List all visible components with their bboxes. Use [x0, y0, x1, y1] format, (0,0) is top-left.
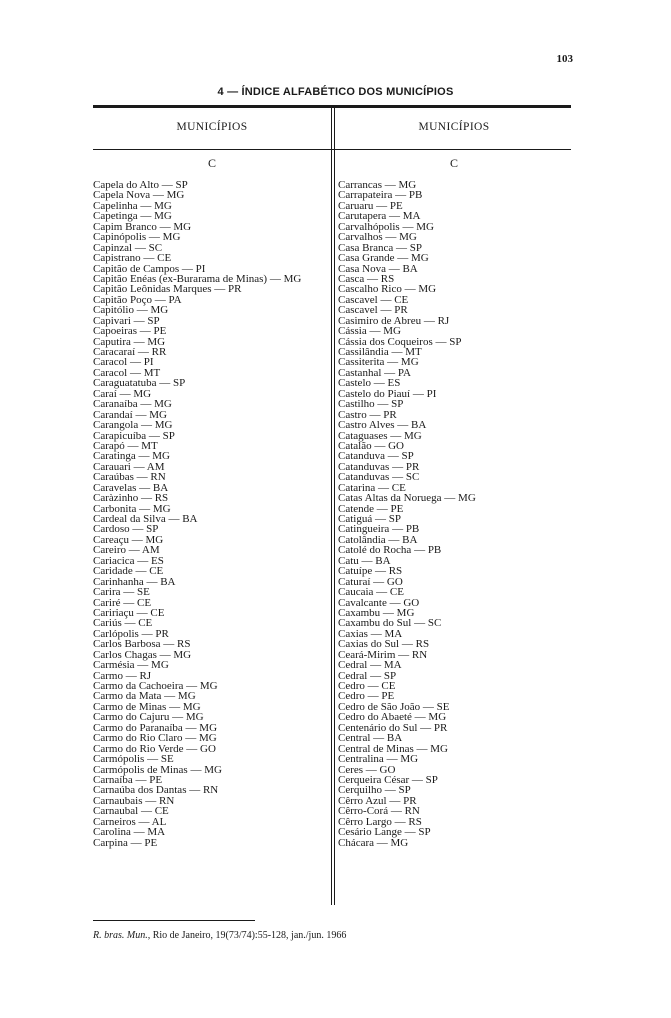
list-item: Carvalhópolis — MG — [338, 220, 434, 233]
footer-rule — [93, 920, 255, 921]
list-item: Caraguatatuba — SP — [93, 377, 186, 390]
list-item: Cedral — MA — [338, 659, 402, 672]
column-header-right: MUNICÍPIOS — [418, 121, 490, 133]
list-item: Carandaí — MG — [93, 408, 167, 421]
list-item: Cataguases — MG — [338, 429, 422, 442]
list-item: Cássia dos Coqueiros — SP — [338, 335, 462, 348]
citation-details: Rio de Janeiro, 19(73/74):55-128, jan./jun. 1966 — [152, 930, 347, 941]
list-item: Carpina — PE — [93, 836, 158, 849]
list-item: Caraúbas — RN — [93, 471, 166, 484]
list-item: Carnaubais — RN — [93, 794, 175, 807]
list-item: Carrancas — MG — [338, 179, 417, 191]
list-item: Castilho — SP — [338, 398, 404, 411]
list-item: Carolina — MA — [93, 826, 166, 839]
list-item: Cedro — PE — [338, 690, 395, 703]
list-item: Catiguá — SP — [338, 513, 401, 525]
list-item: Cardeal da Silva — BA — [93, 513, 198, 525]
list-item: Capela do Alto — SP — [93, 179, 188, 191]
list-item: Carmo do Rio Verde — GO — [93, 742, 216, 755]
list-item: Carmo — RJ — [93, 669, 152, 682]
list-item: Caranaíba — MG — [93, 398, 172, 411]
list-item: Carinhanha — BA — [93, 575, 176, 588]
list-item: Caxambu do Sul — SC — [338, 617, 442, 630]
list-item: Cerqueira César — SP — [338, 773, 438, 786]
list-item: Carnaubal — CE — [93, 805, 169, 818]
list-item: Carbonita — MG — [93, 502, 171, 515]
list-item: Cascavel — CE — [338, 293, 409, 306]
list-item: Caturaí — GO — [338, 575, 403, 588]
column-header-left: MUNICÍPIOS — [176, 121, 248, 133]
list-item: Cedro do Abaeté — MG — [338, 711, 447, 724]
list-item: Chácara — MG — [338, 836, 409, 849]
list-item: Catu — BA — [338, 554, 391, 567]
list-item: Carmópolis — SE — [93, 753, 174, 766]
list-item: Carmo da Cachoeira — MG — [93, 680, 218, 692]
list-item: Carangola — MG — [93, 419, 173, 432]
list-item: Carapó — MT — [93, 439, 158, 452]
list-item: Caracaraí — RR — [93, 346, 167, 358]
list-item: Catuípe — RS — [338, 565, 403, 578]
page-number: 103 — [556, 53, 573, 65]
list-item: Cêrro Azul — PR — [338, 794, 417, 807]
list-item: Capoeiras — PE — [93, 325, 167, 338]
list-item: Casa Grande — MG — [338, 252, 429, 265]
list-item: Capivari — SP — [93, 314, 160, 327]
list-item: Carmópolis de Minas — MG — [93, 763, 222, 776]
list-item: Cascalho Rico — MG — [338, 283, 437, 296]
list-item: Cedral — SP — [338, 669, 397, 682]
list-item: Carrapateira — PB — [338, 189, 423, 202]
list-item: Caririaçu — CE — [93, 606, 165, 619]
list-item: Caucaia — CE — [338, 586, 404, 599]
list-item: Capinópolis — MG — [93, 231, 181, 244]
list-item: Caridade — CE — [93, 565, 164, 578]
list-item: Capinzal — SC — [93, 241, 163, 254]
list-item: Catolé do Rocha — PB — [338, 544, 442, 557]
journal-name: R. bras. Mun., — [93, 930, 151, 941]
list-item: Capitão Poço — PA — [93, 293, 182, 306]
list-item: Cariré — CE — [93, 596, 152, 609]
list-item: Caracol — MT — [93, 366, 161, 379]
list-item: Carvalhos — MG — [338, 231, 417, 244]
list-item: Caratinga — MG — [93, 450, 170, 463]
list-item: Catanduvas — PR — [338, 460, 420, 473]
list-item: Cedro de São João — SE — [338, 700, 450, 713]
municipality-list-right — [338, 180, 571, 848]
list-item: Carneiros — AL — [93, 815, 167, 828]
footer-citation — [93, 930, 346, 941]
list-item: Caxias do Sul — RS — [338, 638, 430, 651]
list-item: Catanduva — SP — [338, 450, 414, 463]
list-item: Carmo do Rio Claro — MG — [93, 732, 217, 745]
column-divider — [331, 108, 335, 905]
list-item: Cêrro-Corá — RN — [338, 805, 420, 818]
list-item: Cassiterita — MG — [338, 356, 419, 369]
list-item: Cariús — CE — [93, 617, 153, 630]
page-title: 4 — ÍNDICE ALFABÉTICO DOS MUNICÍPIOS — [217, 86, 454, 98]
list-item: Catas Altas da Noruega — MG — [338, 492, 476, 505]
list-item: Catalão — GO — [338, 439, 404, 452]
list-item: Cascavel — PR — [338, 304, 408, 317]
list-item: Capim Branco — MG — [93, 220, 192, 233]
list-item: Caxambu — MG — [338, 606, 415, 619]
list-item: Carnaúba dos Dantas — RN — [93, 784, 219, 797]
list-item: Castro — PR — [338, 408, 397, 421]
list-item: Casimiro de Abreu — RJ — [338, 314, 450, 327]
list-item: Casca — RS — [338, 272, 395, 285]
list-item: Central — BA — [338, 732, 403, 745]
municipality-list-left — [93, 180, 331, 848]
list-item: Carauari — AM — [93, 460, 165, 473]
list-item: Castelo do Piauí — PI — [338, 387, 437, 400]
list-item: Carutapera — MA — [338, 210, 421, 223]
list-item: Capitão Enéas (ex-Burarama de Minas) — MG — [93, 272, 302, 285]
list-item: Central de Minas — MG — [338, 742, 448, 755]
list-item: Carmo da Mata — MG — [93, 690, 196, 703]
list-item: Careiro — AM — [93, 544, 160, 557]
list-item: Capetinga — MG — [93, 210, 172, 223]
list-item: Carlópolis — PR — [93, 627, 169, 640]
list-item: Caravelas — BA — [93, 481, 169, 494]
municipality-index-table — [93, 105, 571, 905]
list-item: Caputira — MG — [93, 335, 166, 348]
list-item: Capelinha — MG — [93, 199, 172, 212]
list-item: Cassilândia — MT — [338, 346, 422, 358]
list-item: Ceará-Mirim — RN — [338, 648, 428, 661]
section-letter-right: C — [449, 156, 458, 170]
list-item: Carlos Chagas — MG — [93, 648, 192, 661]
list-item: Ceres — GO — [338, 763, 396, 776]
list-item: Caruaru — PE — [338, 199, 403, 212]
list-item: Cêrro Largo — RS — [338, 815, 422, 828]
list-item: Caraí — MG — [93, 387, 152, 400]
section-letter-left: C — [207, 156, 216, 170]
list-item: Centralina — MG — [338, 753, 419, 766]
list-item: Carmo de Minas — MG — [93, 700, 201, 713]
list-item: Carapicuíba — SP — [93, 429, 175, 442]
list-item: Castro Alves — BA — [338, 419, 427, 432]
list-item: Cássia — MG — [338, 325, 401, 338]
list-item: Cedro — CE — [338, 680, 396, 692]
list-item: Capistrano — CE — [93, 252, 172, 265]
list-item: Caxias — MA — [338, 627, 403, 640]
list-item: Castelo — ES — [338, 377, 401, 390]
list-item: Capela Nova — MG — [93, 189, 185, 202]
list-item: Carmo do Cajuru — MG — [93, 711, 204, 724]
list-item: Cardoso — SP — [93, 523, 159, 536]
list-item: Capitão Leônidas Marques — PR — [93, 283, 242, 296]
list-item: Cerquilho — SP — [338, 784, 411, 797]
list-item: Catarina — CE — [338, 481, 406, 494]
list-item: Carlos Barbosa — RS — [93, 638, 191, 651]
list-item: Catende — PE — [338, 502, 404, 515]
list-item: Caràzinho — RS — [93, 492, 169, 505]
list-item: Capitólio — MG — [93, 304, 169, 317]
list-item: Castanhal — PA — [338, 366, 411, 379]
list-item: Casa Branca — SP — [338, 241, 423, 254]
list-item: Carmo do Paranaíba — MG — [93, 721, 218, 734]
list-item: Careaçu — MG — [93, 533, 164, 546]
list-item: Cariacica — ES — [93, 554, 164, 567]
list-item: Carira — SE — [93, 586, 150, 599]
list-item: Carnaíba — PE — [93, 773, 163, 786]
list-item: Casa Nova — BA — [338, 262, 418, 275]
list-item: Catanduvas — SC — [338, 471, 420, 484]
list-item: Carmésia — MG — [93, 659, 169, 672]
list-item: Cesário Lange — SP — [338, 826, 431, 839]
list-item: Caracol — PI — [93, 356, 154, 369]
list-item: Catolândia — BA — [338, 533, 418, 546]
list-item: Cavalcante — GO — [338, 596, 420, 609]
list-item: Catingueira — PB — [338, 523, 420, 536]
list-item: Centenário do Sul — PR — [338, 721, 448, 734]
list-item: Capitão de Campos — PI — [93, 262, 206, 275]
